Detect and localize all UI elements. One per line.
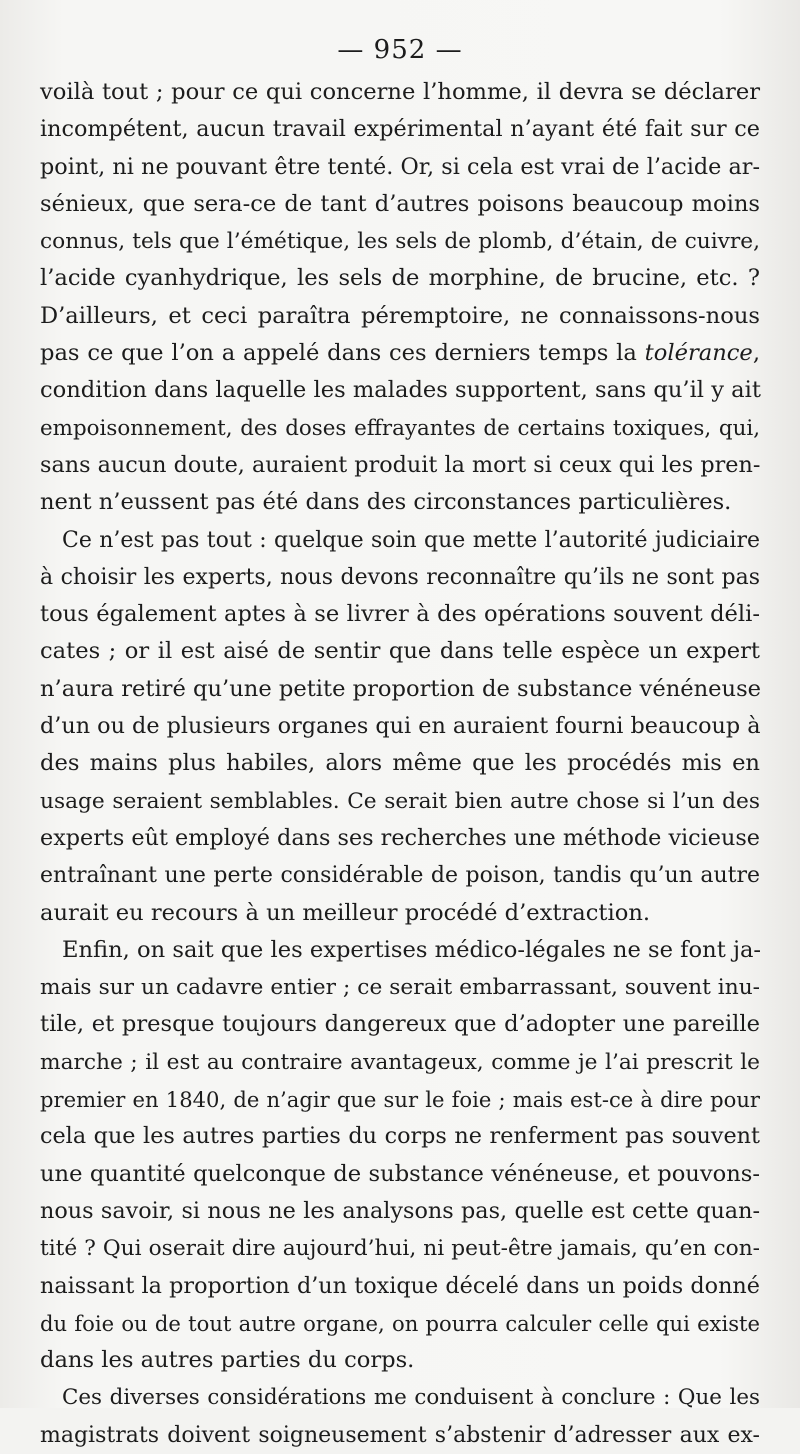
text-line: aurait eu recours à un meilleur procédé d’extraction. bbox=[40, 899, 651, 926]
text-line: point, ni ne pouvant être tenté. Or, si cela est vrai de l’acide ar- bbox=[40, 153, 760, 180]
text-line: l’acide cyanhydrique, les sels de morphine, de brucine, etc. ? bbox=[40, 265, 760, 292]
text-line: d’un ou de plusieurs organes qui en auraient fourni beaucoup à bbox=[40, 713, 761, 740]
text-line: du foie ou de tout autre organe, on pourra calculer celle qui existe bbox=[40, 1310, 760, 1336]
text-line: une quantité quelconque de substance vénéneuse, et pouvons- bbox=[40, 1160, 760, 1187]
text-line: tile, et presque toujours dangereux que d’adopter une pareille bbox=[40, 1011, 760, 1038]
text-line: n’aura retiré qu’une petite proportion de substance vénéneuse bbox=[40, 675, 762, 702]
text-line: magistrats doivent soigneusement s’abstenir d’adresser aux ex- bbox=[40, 1422, 760, 1448]
text-line: pas ce que l’on a appelé dans ces derniers temps la tolérance, bbox=[40, 340, 760, 367]
text-line: Ce n’est pas tout : quelque soin que mette l’autorité judiciaire bbox=[62, 527, 760, 553]
text-line: naissant la proportion d’un toxique décelé dans un poids donné bbox=[40, 1272, 760, 1299]
text-line: D’ailleurs, et ceci paraîtra péremptoire, ne connaissons-nous bbox=[40, 302, 760, 329]
text-line: Enfin, on sait que les expertises médico-légales ne se font ja- bbox=[62, 936, 762, 963]
text-line: cates ; or il est aisé de sentir que dans telle espèce un expert bbox=[40, 638, 760, 665]
text-line: nent n’eussent pas été dans des circonstances particulières. bbox=[40, 489, 732, 516]
text-line: nous savoir, si nous ne les analysons pas, quelle est cette quan- bbox=[40, 1197, 760, 1224]
text-line: connus, tels que l’émétique, les sels de plomb, d’étain, de cuivre, bbox=[40, 229, 760, 255]
paragraph bbox=[40, 522, 760, 932]
text-line: dans les autres parties du corps. bbox=[40, 1347, 415, 1374]
text-line: à choisir les experts, nous devons reconnaître qu’ils ne sont pas bbox=[40, 564, 760, 590]
text-line: usage seraient semblables. Ce serait bien autre chose si l’un des bbox=[40, 788, 760, 814]
paragraph bbox=[40, 74, 760, 522]
text-line: mais sur un cadavre entier ; ce serait embarrassant, souvent inu- bbox=[40, 975, 760, 1001]
text-line: incompétent, aucun travail expérimental n’ayant été fait sur ce bbox=[40, 116, 760, 143]
text-line: entraînant une perte considérable de poison, tandis qu’un autre bbox=[40, 863, 760, 889]
text-line: sans aucun doute, auraient produit la mort si ceux qui les pren- bbox=[40, 451, 761, 478]
text-line: experts eût employé dans ses recherches une méthode vicieuse bbox=[40, 824, 760, 851]
body-text bbox=[40, 74, 760, 1454]
text-line: premier en 1840, de n’agir que sur le foie ; mais est-ce à dire pour bbox=[40, 1087, 760, 1113]
text-line: tous également aptes à se livrer à des opérations souvent déli- bbox=[40, 601, 760, 628]
page-number: — 952 — bbox=[337, 35, 463, 65]
paragraph bbox=[40, 932, 760, 1380]
text-line: Ces diverses considérations me conduisent à conclure : Que les bbox=[62, 1385, 760, 1411]
paragraph bbox=[40, 1379, 760, 1454]
text-line: cela que les autres parties du corps ne renferment pas souvent bbox=[40, 1123, 760, 1150]
text-line: marche ; il est au contraire avantageux, comme je l’ai prescrit le bbox=[40, 1049, 760, 1075]
text-line: des mains plus habiles, alors même que les procédés mis en bbox=[40, 750, 760, 777]
text-line: sénieux, que sera-ce de tant d’autres poisons beaucoup moins bbox=[40, 190, 760, 217]
emphasized-word: tolérance bbox=[644, 340, 753, 367]
text-line: condition dans laquelle les malades supportent, sans qu’il y ait bbox=[40, 377, 761, 404]
text-line: empoisonnement, des doses effrayantes de certains toxiques, qui, bbox=[40, 415, 760, 441]
text-line: tité ? Qui oserait dire aujourd’hui, ni peut-être jamais, qu’en con- bbox=[40, 1236, 760, 1262]
text-line: voilà tout ; pour ce qui concerne l’homme, il devra se déclarer bbox=[40, 79, 760, 105]
